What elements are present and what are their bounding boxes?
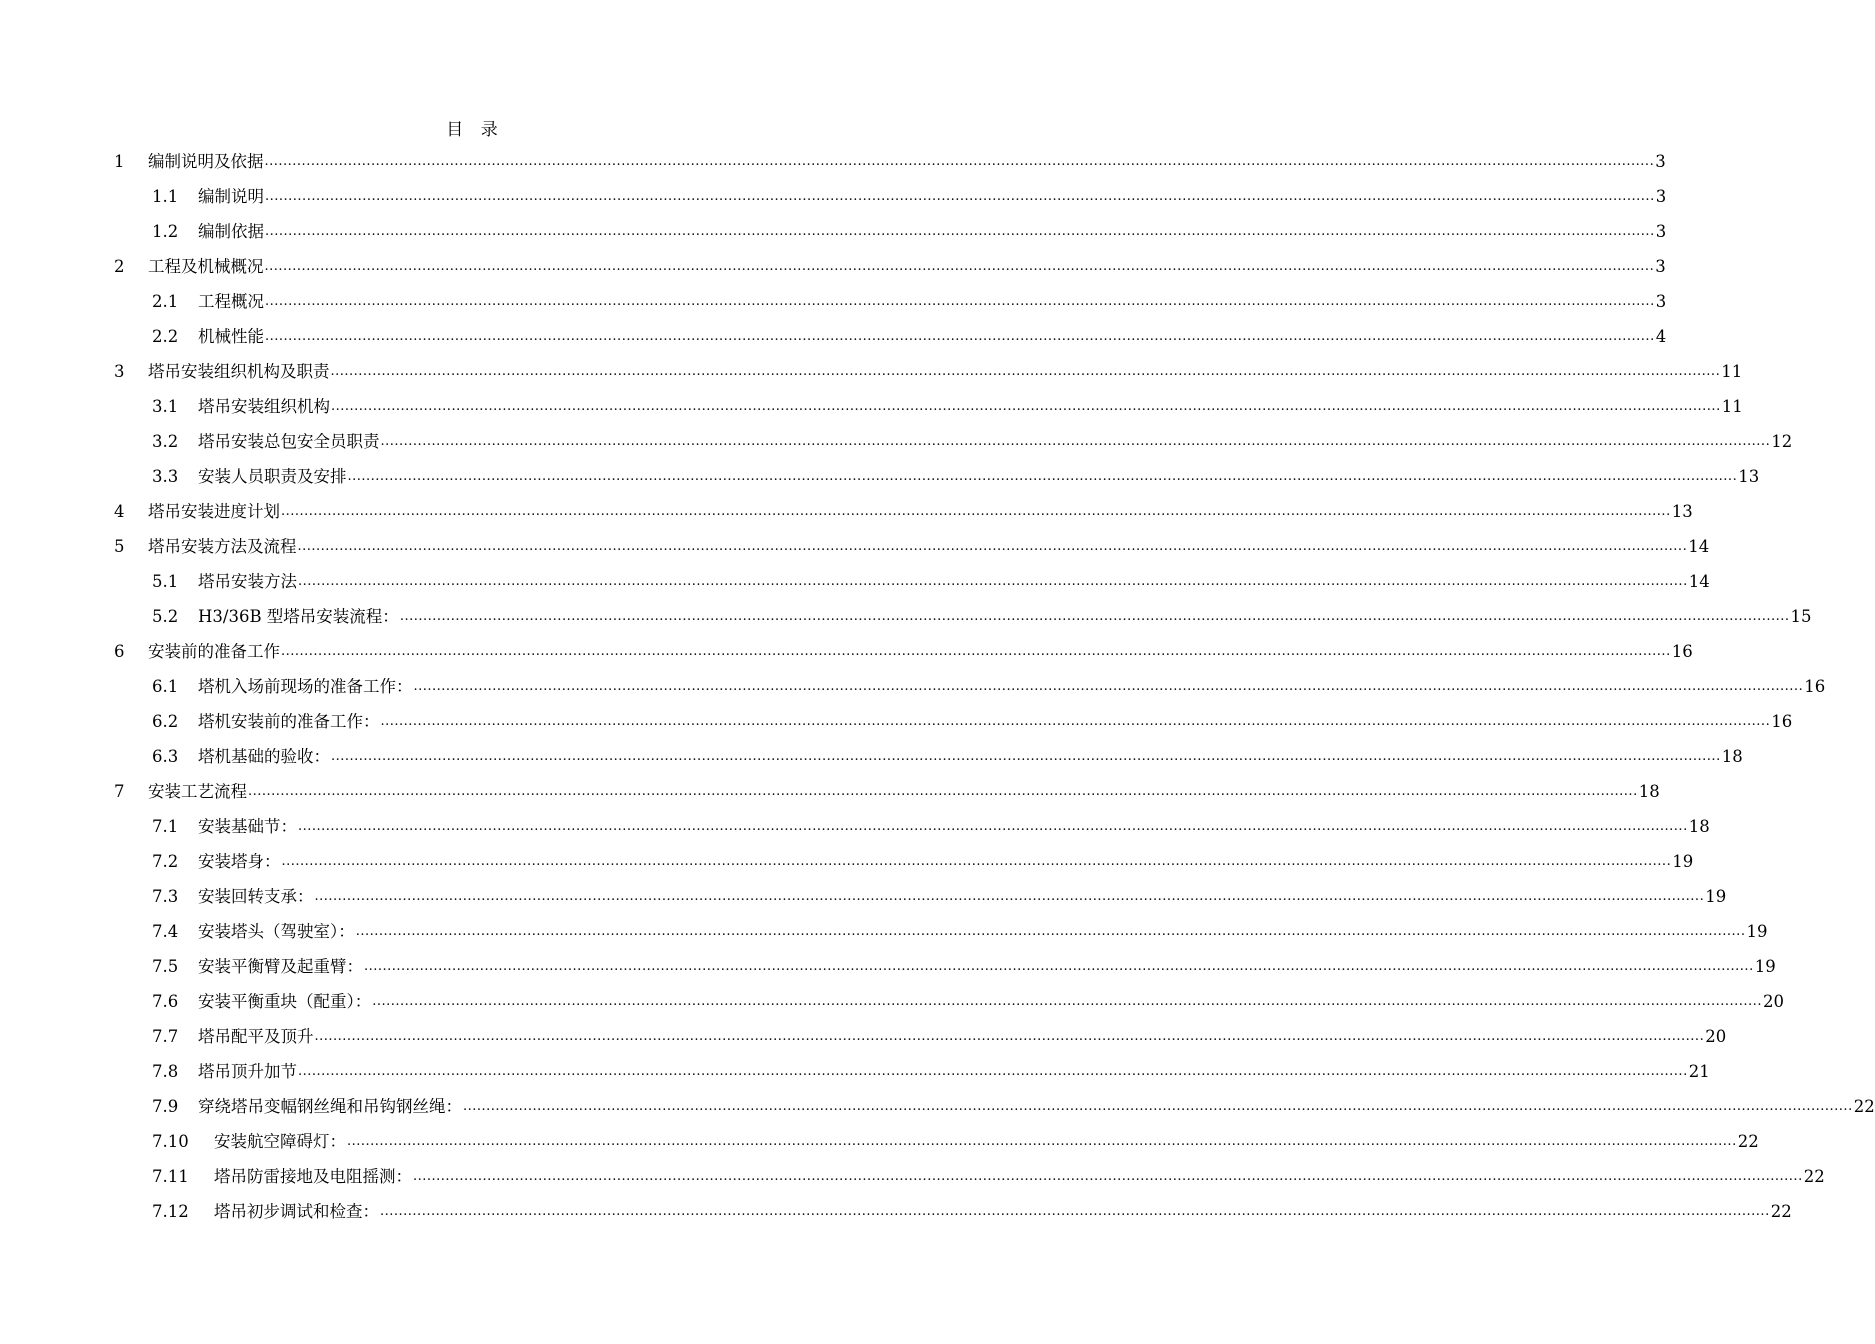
toc-entry-number: 7.11 [152,1167,189,1186]
toc-entry-label: 塔机入场前现场的准备工作： [198,677,413,696]
toc-entry-page: 18 [1688,817,1710,836]
toc-entry[interactable] [114,246,1666,281]
toc-entry-label: 安装回转支承： [198,887,314,906]
toc-entry[interactable] [114,211,1667,246]
toc-entry-page: 3 [1655,187,1667,206]
toc-entry-page: 16 [1804,677,1826,696]
toc-entry-label: 工程及机械概况 [148,257,264,276]
toc-entry-page: 3 [1655,257,1666,276]
toc-entry-label: 塔吊顶升加节 [198,1062,297,1081]
toc-entry[interactable] [114,1156,1825,1191]
toc-entry-label: 机械性能 [198,327,264,346]
toc-entry-page: 22 [1770,1202,1792,1221]
toc-entry[interactable] [114,456,1760,491]
toc-dot-leader: ............................................................................................................................................................................................................................................................................................................ [314,1029,1705,1044]
toc-entry-label: 安装平衡重块（配重）： [198,992,372,1011]
toc-entry-label: 编制说明及依据 [148,152,264,171]
toc-entry-label: 塔吊安装方法及流程 [148,537,297,556]
toc-entry-page: 3 [1655,152,1666,171]
toc-dot-leader: ............................................................................................................................................................................................................................................................................................................ [330,364,1721,379]
toc-entry-number: 1 [114,152,125,171]
toc-entry-number: 6.3 [152,747,179,766]
toc-entry-page: 14 [1688,537,1710,556]
toc-entry-page: 4 [1655,327,1667,346]
toc-entry-label: 塔机安装前的准备工作： [198,712,380,731]
toc-dot-leader: ............................................................................................................................................................................................................................................................................................................ [364,959,1754,974]
toc-dot-leader: ............................................................................................................................................................................................................................................................................................................ [399,609,1790,624]
toc-entry-label: 编制说明 [198,187,264,206]
toc-entry-page: 22 [1803,1167,1825,1186]
toc-dot-leader: ............................................................................................................................................................................................................................................................................................................ [264,259,1655,274]
toc-entry-number: 7.1 [152,817,179,836]
toc-entry-label: H3/36B 型塔吊安装流程： [198,607,399,626]
toc-entry[interactable] [114,526,1710,561]
toc-dot-leader: ............................................................................................................................................................................................................................................................................................................ [355,924,1746,939]
toc-entry[interactable] [114,561,1710,596]
toc-entry-page: 16 [1771,712,1793,731]
toc-dot-leader: ............................................................................................................................................................................................................................................................................................................ [331,399,1721,414]
toc-entry-label: 安装航空障碍灯： [214,1132,346,1151]
toc-entry-page: 3 [1655,292,1667,311]
toc-entry-page: 19 [1746,922,1768,941]
toc-entry[interactable] [114,491,1693,526]
toc-entry-page: 16 [1671,642,1693,661]
toc-dot-leader: ............................................................................................................................................................................................................................................................................................................ [380,714,1771,729]
toc-entry-label: 工程概况 [198,292,264,311]
toc-dot-leader: ............................................................................................................................................................................................................................................................................................................ [264,154,1655,169]
toc-entry-number: 1.1 [152,187,179,206]
toc-entry-page: 22 [1737,1132,1759,1151]
toc-entry-number: 5.2 [152,607,179,626]
toc-entry[interactable] [114,806,1710,841]
toc-entry-label: 穿绕塔吊变幅钢丝绳和吊钩钢丝绳： [198,1097,462,1116]
toc-entry-page: 14 [1688,572,1710,591]
toc-entry-number: 7.5 [152,957,179,976]
toc-entry-label: 安装平衡臂及起重臂： [198,957,363,976]
toc-dot-leader: ............................................................................................................................................................................................................................................................................................................ [298,1064,1688,1079]
toc-entry[interactable] [114,351,1743,386]
toc-entry-label: 塔吊安装总包安全员职责 [198,432,380,451]
toc-entry-number: 7.6 [152,992,179,1011]
toc-entry-number: 7.8 [152,1062,179,1081]
toc-entry[interactable] [114,631,1693,666]
toc-dot-leader: ............................................................................................................................................................................................................................................................................................................ [331,749,1721,764]
toc-entry-number: 1.2 [152,222,179,241]
toc-dot-leader: ............................................................................................................................................................................................................................................................................................................ [314,889,1705,904]
toc-dot-leader: ............................................................................................................................................................................................................................................................................................................ [413,1169,1803,1184]
toc-entry[interactable] [114,141,1666,176]
toc-entry[interactable] [114,1191,1792,1226]
toc-entry-number: 3.3 [152,467,179,486]
toc-dot-leader: ............................................................................................................................................................................................................................................................................................................ [248,784,1638,799]
toc-entry[interactable] [114,1086,1875,1121]
toc-entry-label: 安装前的准备工作 [148,642,280,661]
toc-entry[interactable] [114,666,1826,701]
toc-dot-leader: ............................................................................................................................................................................................................................................................................................................ [347,469,1738,484]
toc-entry[interactable] [114,281,1667,316]
toc-entry[interactable] [114,911,1768,946]
toc-entry-number: 7.12 [152,1202,189,1221]
toc-entry[interactable] [114,946,1776,981]
toc-entry-number: 5.1 [152,572,179,591]
toc-entry-label: 塔吊配平及顶升 [198,1027,314,1046]
toc-entry-number: 5 [114,537,125,556]
toc-entry[interactable] [114,176,1667,211]
toc-entry[interactable] [114,841,1694,876]
toc-entry[interactable] [114,316,1667,351]
toc-entry-label: 塔吊安装组织机构及职责 [148,362,330,381]
toc-entry-label: 安装人员职责及安排 [198,467,347,486]
toc-entry-page: 12 [1771,432,1793,451]
toc-entry[interactable] [114,421,1793,456]
toc-dot-leader: ............................................................................................................................................................................................................................................................................................................ [297,539,1688,554]
toc-entry[interactable] [114,736,1743,771]
toc-entry-number: 7.7 [152,1027,179,1046]
toc-entry-page: 18 [1721,747,1743,766]
toc-entry-number: 3.1 [152,397,179,416]
toc-entry-label: 编制依据 [198,222,264,241]
toc-entry-page: 22 [1853,1097,1875,1116]
toc-entry-number: 4 [114,502,125,521]
toc-entry-page: 21 [1688,1062,1710,1081]
toc-entry-label: 塔吊初步调试和检查： [214,1202,379,1221]
toc-entry-number: 2.2 [152,327,179,346]
toc-dot-leader: ............................................................................................................................................................................................................................................................................................................ [265,189,1655,204]
toc-entry-page: 3 [1655,222,1667,241]
toc-entry-label: 安装工艺流程 [148,782,247,801]
toc-entry-number: 6.2 [152,712,179,731]
toc-dot-leader: ............................................................................................................................................................................................................................................................................................................ [372,994,1762,1009]
toc-dot-leader: ............................................................................................................................................................................................................................................................................................................ [298,819,1688,834]
toc-entry-label: 塔吊防雷接地及电阻摇测： [214,1167,412,1186]
toc-entry-label: 塔吊安装进度计划 [148,502,280,521]
toc-entry-label: 塔机基础的验收： [198,747,330,766]
toc-entry-page: 11 [1721,397,1743,416]
toc-entry[interactable] [114,981,1784,1016]
table-of-contents [114,141,1875,1226]
toc-dot-leader: ............................................................................................................................................................................................................................................................................................................ [265,329,1655,344]
toc-entry-label: 塔吊安装组织机构 [198,397,330,416]
toc-entry-number: 6 [114,642,125,661]
toc-entry-page: 19 [1672,852,1694,871]
toc-entry-number: 2.1 [152,292,179,311]
toc-entry[interactable] [114,1016,1727,1051]
toc-entry-page: 19 [1754,957,1776,976]
toc-entry-page: 15 [1790,607,1812,626]
toc-entry-page: 19 [1705,887,1727,906]
toc-entry-number: 3.2 [152,432,179,451]
toc-entry-number: 7.2 [152,852,179,871]
toc-entry-page: 20 [1762,992,1784,1011]
toc-title: 目 录 [446,120,504,140]
toc-dot-leader: ............................................................................................................................................................................................................................................................................................................ [463,1099,1853,1114]
toc-dot-leader: ............................................................................................................................................................................................................................................................................................................ [347,1134,1737,1149]
toc-entry-page: 20 [1705,1027,1727,1046]
toc-entry-page: 18 [1638,782,1660,801]
toc-entry-number: 7.4 [152,922,179,941]
toc-entry-label: 安装基础节： [198,817,297,836]
toc-entry-number: 7.10 [152,1132,189,1151]
toc-entry[interactable] [114,596,1812,631]
toc-entry[interactable] [114,386,1743,421]
toc-dot-leader: ............................................................................................................................................................................................................................................................................................................ [380,1204,1770,1219]
toc-dot-leader: ............................................................................................................................................................................................................................................................................................................ [281,504,1671,519]
toc-dot-leader: ............................................................................................................................................................................................................................................................................................................ [380,434,1771,449]
toc-dot-leader: ............................................................................................................................................................................................................................................................................................................ [413,679,1804,694]
toc-entry[interactable] [114,701,1793,736]
toc-entry-page: 11 [1721,362,1743,381]
toc-dot-leader: ............................................................................................................................................................................................................................................................................................................ [265,224,1655,239]
toc-dot-leader: ............................................................................................................................................................................................................................................................................................................ [265,294,1655,309]
toc-entry-number: 6.1 [152,677,179,696]
toc-entry-label: 安装塔头（驾驶室）： [198,922,355,941]
toc-entry-number: 7.3 [152,887,179,906]
toc-dot-leader: ............................................................................................................................................................................................................................................................................................................ [281,644,1671,659]
toc-entry-number: 7 [114,782,125,801]
toc-entry-label: 安装塔身： [198,852,281,871]
toc-entry-page: 13 [1671,502,1693,521]
toc-entry[interactable] [114,771,1660,806]
toc-entry[interactable] [114,1051,1710,1086]
toc-entry-number: 7.9 [152,1097,179,1116]
toc-entry-page: 13 [1738,467,1760,486]
toc-entry-number: 2 [114,257,125,276]
toc-dot-leader: ............................................................................................................................................................................................................................................................................................................ [281,854,1672,869]
toc-entry[interactable] [114,1121,1759,1156]
toc-entry-number: 3 [114,362,125,381]
toc-entry[interactable] [114,876,1727,911]
toc-dot-leader: ............................................................................................................................................................................................................................................................................................................ [298,574,1688,589]
toc-entry-label: 塔吊安装方法 [198,572,297,591]
